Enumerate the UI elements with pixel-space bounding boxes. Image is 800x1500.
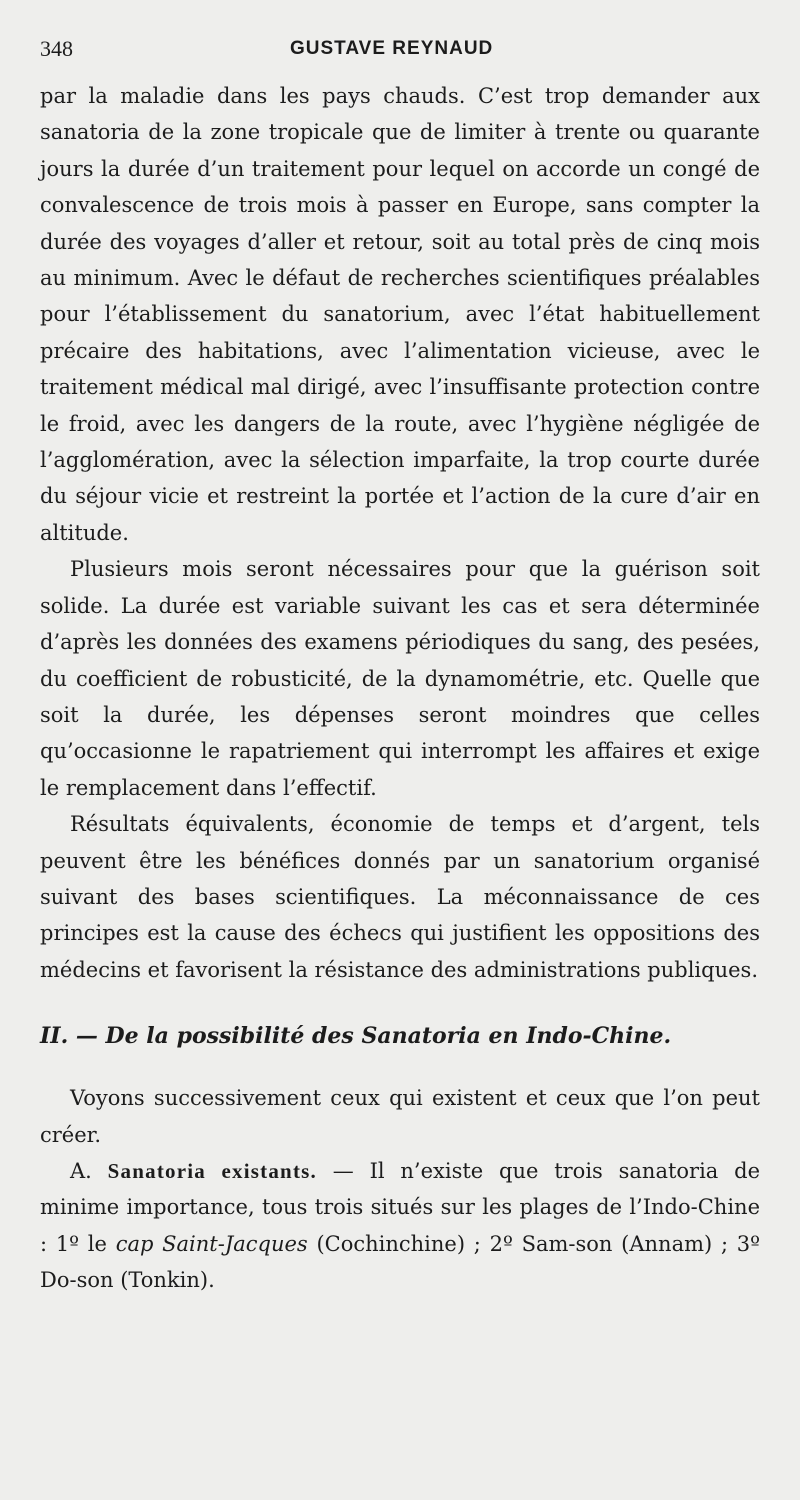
paragraph-continuation: par la maladie dans les pays chauds. C’est trop demander aux sanatoria de la zone tropicale que de limiter à trente ou quarante jours la durée d’un traitement pour lequel on accorde un congé de convalescence de trois mois à passer en Europe, sans compter la durée des voyages d’aller et retour, soit au total près de cinq mois au minimum. Avec le défaut de recherches scientifiques préalables pour l’établissement du sanatorium, avec l’état habituellement précaire des habitations, avec l’alimentation vicieuse, avec le traitement médical mal dirigé, avec l’insuffisante protection contre le froid, avec les dangers de la route, avec l’hygiène négligée de l’agglomération, avec la sélection imparfaite, la trop courte durée du séjour vicie et restreint la portée et l’action de la cure d’air en altitude. — [40, 84, 760, 545]
paragraph-results: Résultats équivalents, économie de temps et d’argent, tels peuvent être les bénéfices donnés par un sanatorium organisé suivant des bases scientifiques. La méconnaissance de ces principes est la cause des échecs qui justifient les oppositions des médecins et favorisent la résistance des administrations publiques. — [40, 812, 760, 982]
subsection-title: Sanatoria existants. — [107, 1158, 317, 1183]
running-head — [40, 36, 760, 66]
paragraph-duration: Plusieurs mois seront nécessaires pour que la guérison soit solide. La durée est variable suivant les cas et sera déterminée d’après les données des examens périodiques du sang, des pesées, du coefficient de robusticité, de la dynamométrie, etc. Quelle que soit la durée, les dépenses seront moindres que celles qu’occasionne le rapatriement qui interrompt les affaires et exige le remplacement dans l’effectif. — [40, 557, 760, 800]
page-number: 348 — [40, 36, 73, 61]
subsection-text-2: (Cochinchine) ; 2º Sam-son (Annam) ; 3º Do-son (Tonkin). — [40, 1231, 760, 1293]
paragraph-existing-sanatoria — [40, 1153, 760, 1299]
paragraph-section-intro: Voyons successivement ceux qui existent et ceux que l’on peut créer. — [40, 1086, 760, 1147]
subsection-place-italic: cap Saint-Jacques — [115, 1231, 308, 1256]
section-heading: II. — De la possibilité des Sanatoria en Indo-Chine. — [40, 1023, 672, 1050]
subsection-label: A. — [70, 1158, 108, 1183]
running-head-author: GUSTAVE REYNAUD — [290, 38, 494, 59]
page-body — [40, 78, 760, 1299]
subsection-text-1: — Il n’existe que trois sanatoria de minime importance, tous trois situés sur les plages de l’Indo-Chine : 1º le — [40, 1158, 760, 1256]
